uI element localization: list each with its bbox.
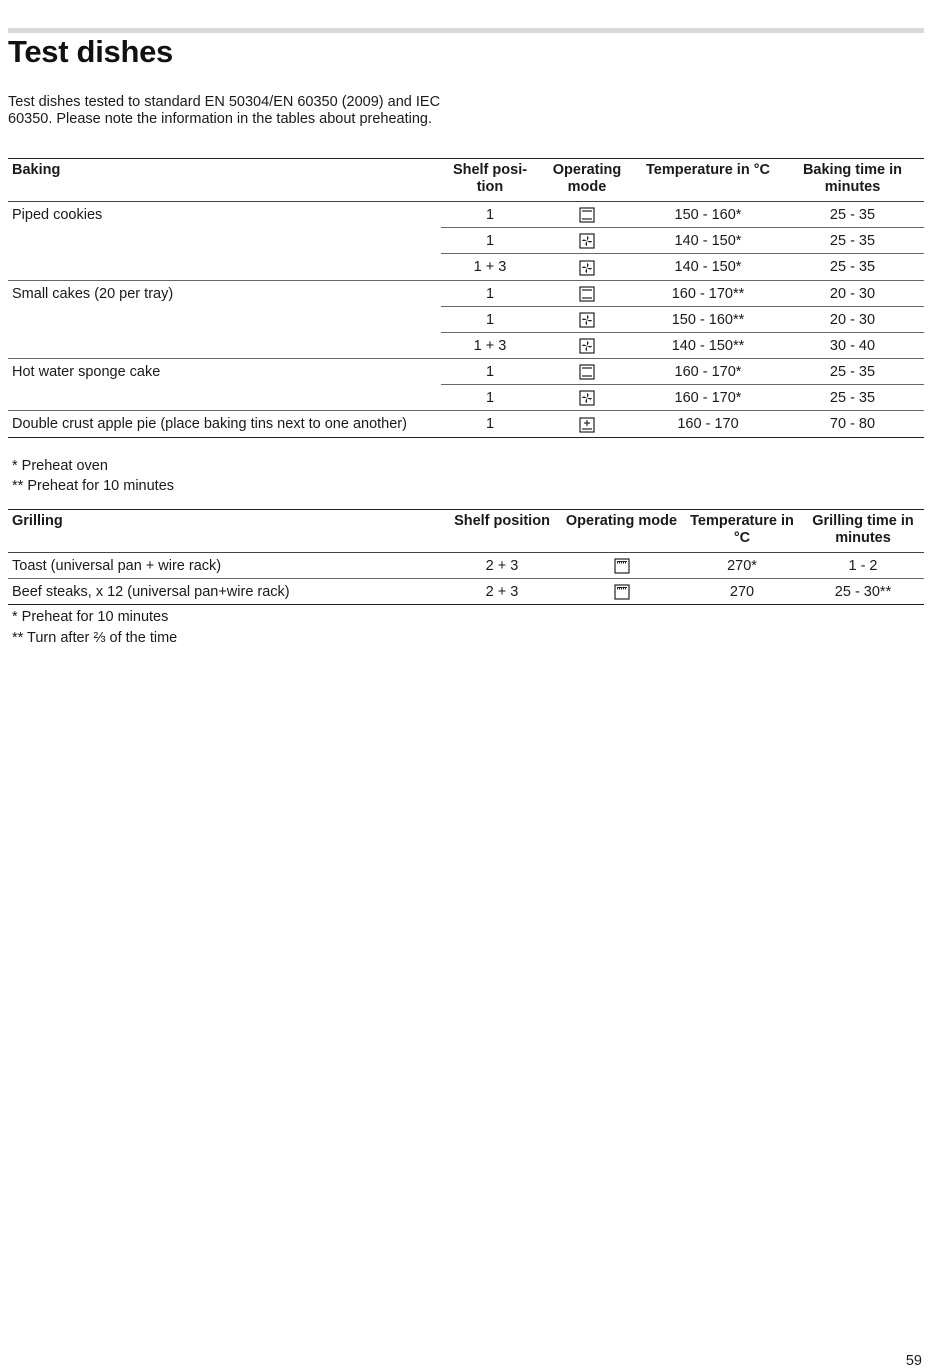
table-row <box>8 202 924 228</box>
temperature-cell: 270 <box>729 584 755 601</box>
mode-cell <box>539 280 635 306</box>
hot-air-icon <box>579 312 595 328</box>
temperature-cell: 160 - 170** <box>671 285 745 302</box>
grilling-footnote-2: ** Turn after ⅔ of the time <box>12 630 178 646</box>
time-cell: 20 - 30 <box>829 311 876 328</box>
shelf-cell: 1 <box>485 364 495 381</box>
full-grill-icon <box>614 558 630 574</box>
temperature-cell: 160 - 170 <box>677 416 739 433</box>
baking-header-time: Baking time in minutes <box>802 162 903 195</box>
baking-header-mode: Operating mode <box>552 162 622 195</box>
temperature-cell: 270* <box>727 558 757 574</box>
time-cell: 25 - 35 <box>829 233 876 250</box>
time-cell: 1 - 2 <box>848 558 878 574</box>
dish-name: Toast (universal pan + wire rack) <box>12 558 222 574</box>
shelf-cell: 1 <box>485 390 495 407</box>
grilling-header-temperature: Temperature in °C <box>690 513 794 546</box>
mode-cell <box>539 332 635 358</box>
temperature-cell: 140 - 150* <box>674 259 742 276</box>
intro-paragraph: Test dishes tested to standard EN 50304/EN 60350 (2009) and IEC 60350. Please note the information in the tables about preheating. <box>8 94 441 127</box>
shelf-cell: 1 <box>485 233 495 250</box>
shelf-cell: 1 <box>485 285 495 302</box>
dish-name: Hot water sponge cake <box>12 364 161 381</box>
mode-cell <box>561 553 682 579</box>
shelf-cell: 2 + 3 <box>485 558 519 574</box>
mode-cell <box>539 385 635 411</box>
time-cell: 25 - 35 <box>829 364 876 381</box>
time-cell: 30 - 40 <box>829 337 876 354</box>
temperature-cell: 150 - 160* <box>674 207 742 223</box>
time-cell: 25 - 35 <box>829 390 876 407</box>
hot-air-icon <box>579 233 595 249</box>
hot-air-icon <box>579 338 595 354</box>
grilling-header-mode: Operating mode <box>565 513 678 529</box>
shelf-cell: 1 <box>485 207 495 223</box>
time-cell: 25 - 30** <box>834 584 892 601</box>
temperature-cell: 160 - 170* <box>674 390 742 407</box>
dish-name: Small cakes (20 per tray) <box>12 285 174 302</box>
table-row <box>8 280 924 306</box>
dish-name: Beef steaks, x 12 (universal pan+wire rack) <box>12 584 290 601</box>
temperature-cell: 150 - 160** <box>671 311 745 328</box>
mode-cell <box>539 411 635 437</box>
table-row <box>8 359 924 385</box>
baking-footnote-2: ** Preheat for 10 minutes <box>12 478 175 494</box>
mode-cell <box>539 228 635 254</box>
time-cell: 20 - 30 <box>829 285 876 302</box>
temperature-cell: 140 - 150* <box>674 233 742 250</box>
time-cell: 70 - 80 <box>829 416 876 433</box>
mode-cell <box>539 359 635 385</box>
mode-cell <box>539 202 635 228</box>
time-cell: 25 - 35 <box>829 259 876 276</box>
top-rule <box>8 28 924 33</box>
mode-cell <box>561 579 682 605</box>
baking-header-temperature: Temperature in °C <box>646 162 770 178</box>
shelf-cell: 1 + 3 <box>473 337 507 354</box>
bottom-heat-hot-air-icon <box>579 417 595 433</box>
grilling-table <box>8 509 924 605</box>
baking-table <box>8 158 924 438</box>
top-bottom-heat-icon <box>579 207 595 223</box>
baking-header-shelf: Shelf posi-tion <box>452 162 528 195</box>
top-bottom-heat-icon <box>579 364 595 380</box>
shelf-cell: 1 <box>485 416 495 433</box>
baking-header-row <box>8 159 924 202</box>
grilling-header-shelf: Shelf position <box>454 513 550 529</box>
page-number: 59 <box>905 1353 922 1369</box>
table-row <box>8 553 924 579</box>
page-title: Test dishes <box>8 34 173 69</box>
table-row <box>8 579 924 605</box>
shelf-cell: 1 + 3 <box>473 259 507 276</box>
mode-cell <box>539 254 635 280</box>
grilling-header-dish: Grilling <box>12 513 63 529</box>
hot-air-icon <box>579 260 595 276</box>
baking-header-dish: Baking <box>12 162 61 178</box>
top-bottom-heat-icon <box>579 286 595 302</box>
shelf-cell: 2 + 3 <box>485 584 519 601</box>
dish-name: Double crust apple pie (place baking tins next to one another) <box>12 416 407 433</box>
hot-air-icon <box>579 390 595 406</box>
temperature-cell: 160 - 170* <box>674 364 742 381</box>
grilling-header-row <box>8 510 924 553</box>
shelf-cell: 1 <box>485 311 495 328</box>
full-grill-icon <box>614 584 630 600</box>
time-cell: 25 - 35 <box>829 207 876 223</box>
mode-cell <box>539 306 635 332</box>
temperature-cell: 140 - 150** <box>671 337 745 354</box>
grilling-header-time: Grilling time in minutes <box>812 513 914 546</box>
baking-footnote-1: * Preheat oven <box>12 458 108 474</box>
grilling-footnote-1: * Preheat for 10 minutes <box>12 609 169 625</box>
table-row <box>8 411 924 437</box>
dish-name: Piped cookies <box>12 207 103 223</box>
